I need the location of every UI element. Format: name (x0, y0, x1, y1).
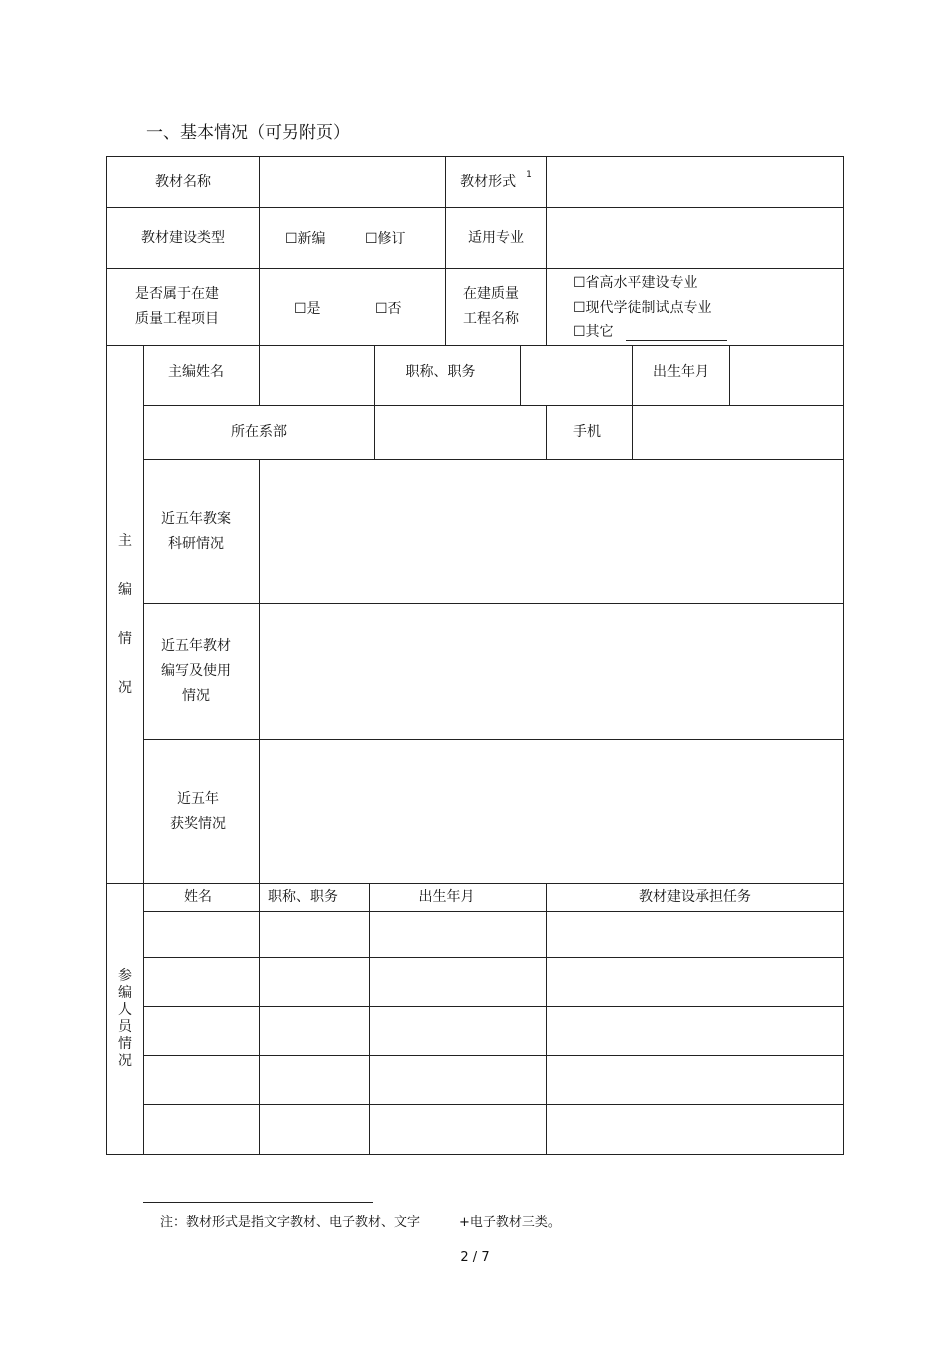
research-field[interactable] (260, 460, 843, 603)
textbook-writing-label: 近五年教材 编写及使用 情况 (161, 638, 231, 704)
applicable-major-field[interactable] (547, 208, 843, 268)
awards-field[interactable] (260, 740, 843, 883)
department-field[interactable] (375, 406, 546, 459)
awards-label: 近五年 获奖情况 (170, 790, 226, 832)
project-name-label: 在建质量 工程名称 (463, 286, 519, 327)
no-checkbox[interactable]: ☐否 (375, 301, 402, 317)
research-label: 近五年教案 科研情况 (161, 510, 231, 552)
other-checkbox[interactable]: ☐其它 (573, 324, 614, 340)
footnote-separator (143, 1202, 373, 1203)
participant-birth-header: 出生年月 (418, 889, 475, 905)
textbook-form-label: 教材形式 $^1$ (446, 157, 546, 207)
participant-task-header: 教材建设承担任务 (639, 889, 751, 905)
textbook-form-field[interactable] (547, 157, 843, 207)
editor-side-label: 主 编 情 况 (118, 532, 132, 696)
applicable-major-label: 适用专业 (468, 229, 524, 246)
footnote-text: 注：教材形式是指文字教材、电子教材、文字 +电子教材三类。 (160, 1215, 561, 1230)
editor-name-field[interactable] (260, 346, 374, 405)
revise-checkbox[interactable]: ☐修订 (365, 231, 406, 247)
new-compile-checkbox[interactable]: ☐新编 (285, 231, 326, 247)
editor-birth-label: 出生年月 (653, 363, 709, 380)
section-title: 一、基本情况（可另附页） (146, 123, 350, 143)
department-label: 所在系部 (231, 424, 287, 440)
apprenticeship-checkbox[interactable]: ☐现代学徒制试点专业 (573, 300, 712, 316)
yes-checkbox[interactable]: ☐是 (294, 301, 321, 317)
quality-project-question-label: 是否属于在建 质量工程项目 (135, 286, 219, 327)
participants-side-label: 参 编 人 员 情 况 (118, 968, 132, 1069)
editor-name-label: 主编姓名 (168, 363, 224, 380)
phone-label: 手机 (573, 424, 601, 440)
participant-row[interactable] (144, 958, 843, 1006)
footnote-ref: 1 (526, 169, 532, 180)
participant-name-header: 姓名 (184, 889, 212, 905)
textbook-name-field[interactable] (260, 157, 445, 207)
participant-title-header: 职称、职务 (268, 889, 338, 905)
participant-row[interactable] (144, 912, 843, 957)
editor-title-field[interactable] (521, 346, 632, 405)
participant-row[interactable] (144, 1105, 843, 1154)
textbook-name-label: 教材名称 (155, 173, 211, 190)
provincial-major-checkbox[interactable]: ☐省高水平建设专业 (573, 275, 698, 291)
participant-row[interactable] (144, 1007, 843, 1055)
editor-birth-field[interactable] (730, 346, 843, 405)
editor-title-label: 职称、职务 (405, 363, 476, 380)
page-number: 2 / 7 (460, 1250, 490, 1265)
construction-type-label: 教材建设类型 (141, 229, 225, 246)
other-input-line[interactable] (626, 340, 727, 341)
phone-field[interactable] (633, 406, 843, 459)
textbook-writing-field[interactable] (260, 604, 843, 739)
participant-row[interactable] (144, 1056, 843, 1104)
